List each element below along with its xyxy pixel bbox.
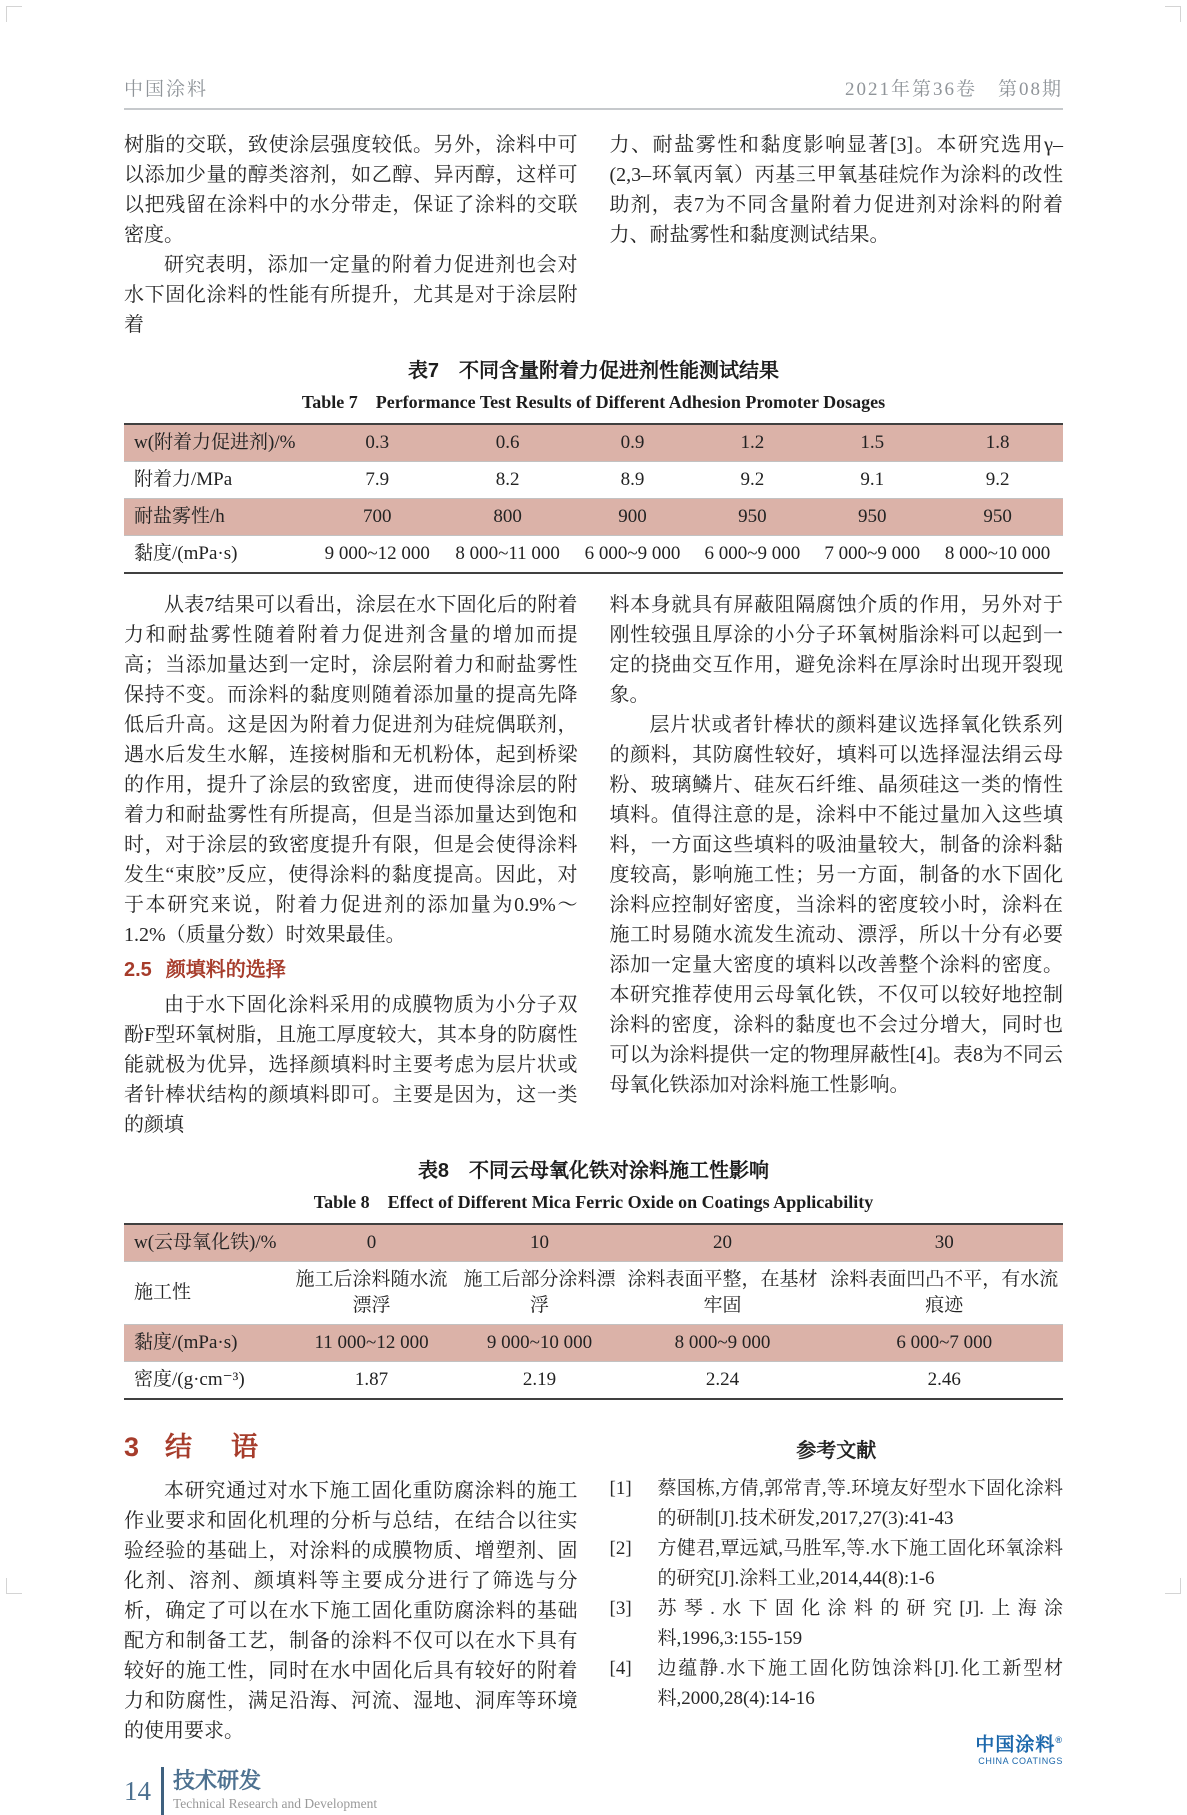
reference-item	[610, 1594, 1064, 1654]
journal-name: 中国涂料	[124, 79, 209, 100]
data-cell: 10	[530, 1232, 549, 1253]
data-cell: 9 000~10 000	[486, 1332, 593, 1353]
page-number: 14	[124, 1775, 151, 1806]
data-cell: 7.9	[365, 469, 390, 490]
row-label-cell: 黏度/(mPa·s)	[134, 543, 238, 564]
paragraph: 研究表明，添加一定量的附着力促进剂也会对水下固化涂料的性能有所提升，尤其是对于涂层附着	[124, 254, 578, 336]
reference-number: [3]	[609, 1598, 632, 1619]
data-cell: 8.9	[620, 469, 645, 490]
data-cell: 2.19	[522, 1369, 557, 1390]
data-cell: 8 000~11 000	[455, 543, 560, 564]
paragraph: 由于水下固化涂料采用的成膜物质为小分子双酚F型环氧树脂，且施工厚度较大，其本身的防腐性能就极为优异，选择颜填料时主要考虑为层片状或者针棒状结构的颜填料即可。主要是因为，这一类的颜填	[124, 994, 578, 1136]
data-cell: 11 000~12 000	[314, 1332, 429, 1353]
data-cell: 施工后部分涂料漂浮	[463, 1269, 616, 1316]
table-row	[124, 1362, 1063, 1400]
bottom-columns	[124, 1416, 1063, 1767]
data-cell: 950	[738, 506, 767, 527]
row-label-cell: 黏度/(mPa·s)	[134, 1332, 238, 1353]
row-label-cell: 密度/(g·cm⁻³)	[134, 1369, 245, 1390]
logo-zh-text: 中国涂料®	[975, 1734, 1063, 1756]
reference-text: 蔡国栋,方倩,郭常青,等.环境友好型水下固化涂料的研制[J].技术研发,2017,27(3):41-43	[657, 1478, 1063, 1529]
row-label-cell: 施工性	[134, 1282, 192, 1303]
paragraph: 力、耐盐雾性和黏度影响显著[3]。本研究选用γ–(2,3–环氧丙氧）丙基三甲氧基硅烷作为涂料的改性助剂，表7为不同含量附着力促进剂对涂料的附着力、耐盐雾性和黏度测试结果。	[609, 134, 1063, 246]
data-cell: 9 000~12 000	[324, 543, 430, 564]
left-column-middle	[124, 590, 578, 1140]
top-columns	[124, 130, 1063, 340]
left-column-bottom	[124, 1416, 578, 1767]
data-cell: 8 000~9 000	[674, 1332, 771, 1353]
conclusion-title: 结 语	[165, 1432, 265, 1462]
reference-text: 苏琴.水下固化涂料的研究[J].上海涂料,1996,3:155-159	[657, 1598, 1063, 1649]
data-cell: 0.9	[620, 432, 645, 453]
table8	[124, 1223, 1063, 1400]
data-cell: 0	[366, 1232, 377, 1253]
data-cell: 涂料表面凹凸不平，有水流痕迹	[830, 1269, 1059, 1316]
data-cell: 20	[712, 1232, 732, 1253]
data-cell: 700	[362, 506, 392, 527]
table7-block	[124, 354, 1063, 574]
table-row	[124, 536, 1063, 574]
logo-en-text: CHINA COATINGS	[978, 1756, 1063, 1767]
page-header	[124, 74, 1063, 108]
data-cell: 1.2	[740, 432, 765, 453]
issue-info: 2021年第36卷 第08期	[844, 79, 1063, 100]
header-rule	[124, 108, 1063, 110]
table7	[124, 423, 1063, 574]
reference-item	[610, 1534, 1064, 1594]
reference-text: 方健君,覃远斌,马胜军,等.水下施工固化环氧涂料的研究[J].涂料工业,2014,44(8):1-6	[657, 1538, 1063, 1589]
data-cell: 7 000~9 000	[824, 543, 921, 564]
data-cell: 800	[493, 506, 522, 527]
data-cell: 1.5	[860, 432, 885, 453]
section-heading-2-5	[124, 955, 578, 985]
journal-logo	[610, 1730, 1064, 1767]
paragraph: 料本身就具有屏蔽阻隔腐蚀介质的作用，另外对于刚性较强且厚涂的小分子环氧树脂涂料可以起到一定的挠曲交互作用，避免涂料在厚涂时出现开裂现象。	[609, 594, 1063, 706]
data-cell: 9.1	[860, 469, 885, 490]
data-cell: 30	[934, 1232, 954, 1253]
paragraph: 层片状或者针棒状的颜料建议选择氧化铁系列的颜料，其防腐性较好，填料可以选择湿法绢云母粉、玻璃鳞片、硅灰石纤维、晶须硅这一类的惰性填料。值得注意的是，涂料中不能过量加入这些填料，一方面这些填料的吸油量较大，制备的涂料黏度较高，影响施工性；另一方面，制备的水下固化涂料应控制好密度，当涂料的密度较小时，涂料在施工时易随水流发生流动、漂浮，所以十分有必要添加一定量大密度的填料以改善整个涂料的密度。本研究推荐使用云母氧化铁，不仅可以较好地控制涂料的密度，涂料的黏度也不会过分增大，同时也可以为涂料提供一定的物理屏蔽性[4]。表8为不同云母氧化铁添加对涂料施工性影响。	[609, 714, 1063, 1096]
table-row	[124, 1262, 1063, 1325]
data-cell: 1.8	[985, 432, 1010, 453]
right-column-bottom	[610, 1416, 1064, 1767]
right-column-middle	[610, 590, 1064, 1140]
table-row	[124, 1224, 1063, 1262]
footer-section-zh: 技术研发	[173, 1768, 262, 1794]
reference-number: [1]	[609, 1478, 632, 1499]
data-cell: 0.3	[365, 432, 390, 453]
data-cell: 950	[857, 506, 887, 527]
row-label-cell: w(附着力促进剂)/%	[134, 432, 296, 453]
data-cell: 6 000~9 000	[584, 543, 681, 564]
references-title: 参考文献	[796, 1440, 877, 1462]
table7-title-zh: 表7 不同含量附着力促进剂性能测试结果	[407, 360, 780, 382]
paragraph: 树脂的交联，致使涂层强度较低。另外，涂料中可以添加少量的醇类溶剂，如乙醇、异丙醇，这样可以把残留在涂料中的水分带走，保证了涂料的交联密度。	[124, 134, 578, 246]
conclusion-heading	[124, 1432, 578, 1462]
data-cell: 6 000~7 000	[896, 1332, 993, 1353]
section-number: 2.5	[124, 959, 152, 981]
reference-number: [4]	[609, 1658, 632, 1679]
data-cell: 施工后涂料随水流漂浮	[295, 1269, 448, 1316]
data-cell: 9.2	[740, 469, 765, 490]
footer-divider	[161, 1767, 164, 1815]
reference-number: [2]	[609, 1538, 632, 1559]
data-cell: 0.6	[495, 432, 520, 453]
left-column-top	[124, 130, 578, 340]
table-row	[124, 462, 1063, 499]
footer-section-en: Technical Research and Development	[173, 1796, 378, 1812]
section-title: 颜填料的选择	[165, 959, 286, 981]
paragraph: 从表7结果可以看出，涂层在水下固化后的附着力和耐盐雾性随着附着力促进剂含量的增加而提高；当添加量达到一定时，涂层附着力和耐盐雾性保持不变。而涂料的黏度则随着添加量的提高先降低后升高。这是因为附着力促进剂为硅烷偶联剂，遇水后发生水解，连接树脂和无机粉体，起到桥梁的作用，提升了涂层的致密度，进而使得涂层的附着力和耐盐雾性有所提高，但是当添加量达到饱和时，对于涂层的致密度提升有限，但是会使得涂料发生“束胶”反应，使得涂料的黏度提高。因此，对于本研究来说，附着力促进剂的添加量为0.9%～1.2%（质量分数）时效果最佳。	[124, 594, 578, 946]
middle-columns	[124, 590, 1063, 1140]
table-row	[124, 1325, 1063, 1362]
right-column-top	[610, 130, 1064, 340]
reference-text: 边蕴静.水下施工固化防蚀涂料[J].化工新型材料,2000,28(4):14-16	[657, 1658, 1063, 1709]
table-row	[124, 424, 1063, 462]
reference-item	[610, 1474, 1064, 1534]
data-cell: 8.2	[495, 469, 520, 490]
table8-title-en: Table 8 Effect of Different Mica Ferric Oxide on Coatings Applicability	[313, 1192, 874, 1212]
references-list	[610, 1474, 1064, 1714]
data-cell: 涂料表面平整，在基材牢固	[627, 1269, 818, 1316]
footer-section	[173, 1768, 377, 1814]
page-footer	[124, 1767, 1063, 1815]
data-cell: 900	[618, 506, 647, 527]
data-cell: 9.2	[985, 469, 1010, 490]
conclusion-number: 3	[124, 1432, 140, 1462]
data-cell: 6 000~9 000	[704, 543, 801, 564]
row-label-cell: 耐盐雾性/h	[134, 506, 225, 527]
data-cell: 2.46	[927, 1369, 961, 1390]
data-cell: 2.24	[705, 1369, 740, 1390]
data-cell: 1.87	[354, 1369, 389, 1390]
row-label-cell: 附着力/MPa	[134, 469, 233, 490]
table8-title-zh: 表8 不同云母氧化铁对涂料施工性影响	[417, 1160, 770, 1182]
table7-title-en: Table 7 Performance Test Results of Different Adhesion Promoter Dosages	[301, 392, 886, 412]
reference-item	[610, 1654, 1064, 1714]
table8-block	[124, 1154, 1063, 1400]
data-cell: 8 000~10 000	[944, 543, 1051, 564]
paragraph: 本研究通过对水下施工固化重防腐涂料的施工作业要求和固化机理的分析与总结，在结合以往实验经验的基础上，对涂料的成膜物质、增塑剂、固化剂、溶剂、颜填料等主要成分进行了筛选与分析，确定了可以在水下施工固化重防腐涂料的基础配方和制备工艺，制备的涂料不仅可以在水下具有较好的施工性，同时在水中固化后具有较好的附着力和防腐性，满足沿海、河流、湿地、洞库等环境的使用要求。	[124, 1480, 578, 1742]
table-row	[124, 499, 1063, 536]
data-cell: 950	[983, 506, 1012, 527]
row-label-cell: w(云母氧化铁)/%	[134, 1232, 277, 1253]
